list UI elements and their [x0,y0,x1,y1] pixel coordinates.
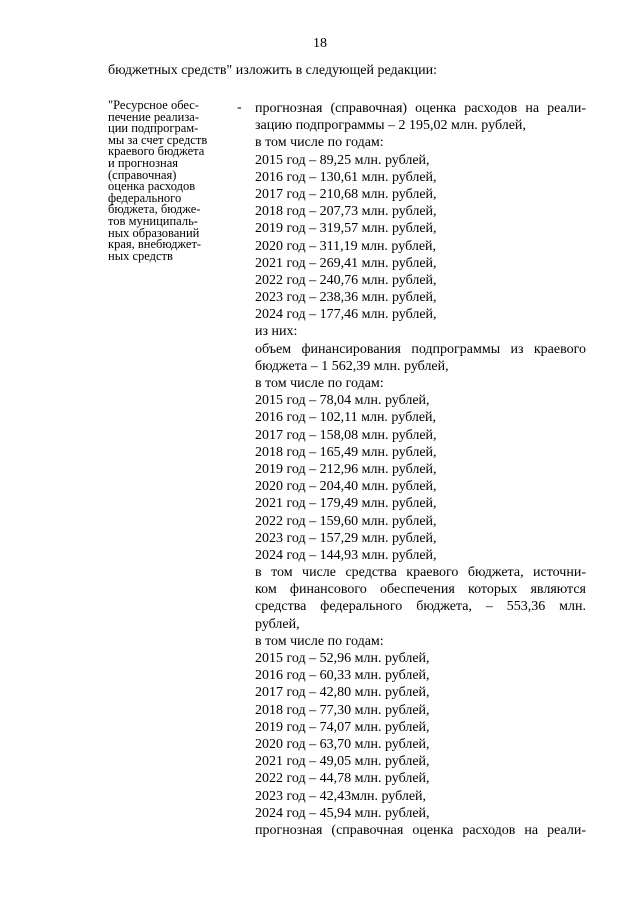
page-number: 18 [313,36,327,51]
text-line: 2015 год – 89,25 млн. рублей, [255,152,430,168]
text-line: в том числе средства краевого бюджета, источни- [255,565,586,581]
list-dash: - [237,100,242,115]
text-line: 2016 год – 130,61 млн. рублей, [255,169,437,185]
text-line: 2016 год – 102,11 млн. рублей, [255,410,437,426]
intro-line: бюджетных средств" изложить в следующей редакции: [108,63,438,78]
text-line: 2015 год – 52,96 млн. рублей, [255,651,430,666]
text-line: прогнозная (справочная оценка расходов на реали- [255,822,586,838]
text-line: 2020 год – 311,19 млн. рублей, [255,238,437,254]
text-line: из них: [255,324,298,340]
text-line: 2021 год – 179,49 млн. рублей, [255,496,437,512]
text-line: 2023 год – 157,29 млн. рублей, [255,530,437,546]
text-line: 2021 год – 49,05 млн. рублей, [255,754,430,770]
text-line: 2019 год – 319,57 млн. рублей, [255,221,437,237]
text-line: в том числе по годам: [255,633,384,649]
text-line: зацию подпрограммы – 2 195,02 млн. рублей, [255,118,526,134]
text-line: средства федерального бюджета, – 553,36 млн. [255,599,586,615]
left-column-label: "Ресурсное обес- печение реализа- ции подпрограм- мы за счет средств краевого бюджета и прогнозная (справочная) оценка расходов федерального бюджета, бюдже- тов муниципаль- ных образований края, внебюджет- ных средств [108,98,208,263]
text-line: 2018 год – 165,49 млн. рублей, [255,444,437,460]
right-column-text [255,100,586,839]
text-line: 2020 год – 63,70 млн. рублей, [255,736,430,752]
text-line: 2015 год – 78,04 млн. рублей, [255,393,430,409]
text-line: 2021 год – 269,41 млн. рублей, [255,255,437,271]
text-line: 2016 год – 60,33 млн. рублей, [255,668,430,684]
text-line: 2024 год – 45,94 млн. рублей, [255,805,430,821]
text-line: в том числе по годам: [255,376,384,391]
text-line: 2019 год – 74,07 млн. рублей, [255,719,430,735]
text-line: 2022 год – 159,60 млн. рублей, [255,513,437,529]
text-line: прогнозная (справочная) оценка расходов на реали- [255,101,586,116]
text-line: 2023 год – 238,36 млн. рублей, [255,290,437,306]
text-line: 2024 год – 177,46 млн. рублей, [255,307,437,323]
text-line: 2023 год – 42,43млн. рублей, [255,788,427,804]
text-line: бюджета – 1 562,39 млн. рублей, [255,358,449,374]
text-line: 2022 год – 240,76 млн. рублей, [255,272,437,288]
text-line: в том числе по годам: [255,135,384,151]
text-line: рублей, [255,616,300,632]
text-line: 2017 год – 210,68 млн. рублей, [255,186,437,202]
text-line: 2024 год – 144,93 млн. рублей, [255,547,437,563]
text-line: 2020 год – 204,40 млн. рублей, [255,479,437,495]
text-line: 2019 год – 212,96 млн. рублей, [255,461,437,477]
text-line: 2017 год – 158,08 млн. рублей, [255,427,437,443]
text-line: 2018 год – 207,73 млн. рублей, [255,204,437,220]
text-line: объем финансирования подпрограммы из краевого [255,341,586,357]
text-line: 2018 год – 77,30 млн. рублей, [255,702,430,718]
text-line: 2022 год – 44,78 млн. рублей, [255,771,430,787]
text-line: ком финансового обеспечения которых являются [255,582,586,598]
text-line: 2017 год – 42,80 млн. рублей, [255,685,430,701]
